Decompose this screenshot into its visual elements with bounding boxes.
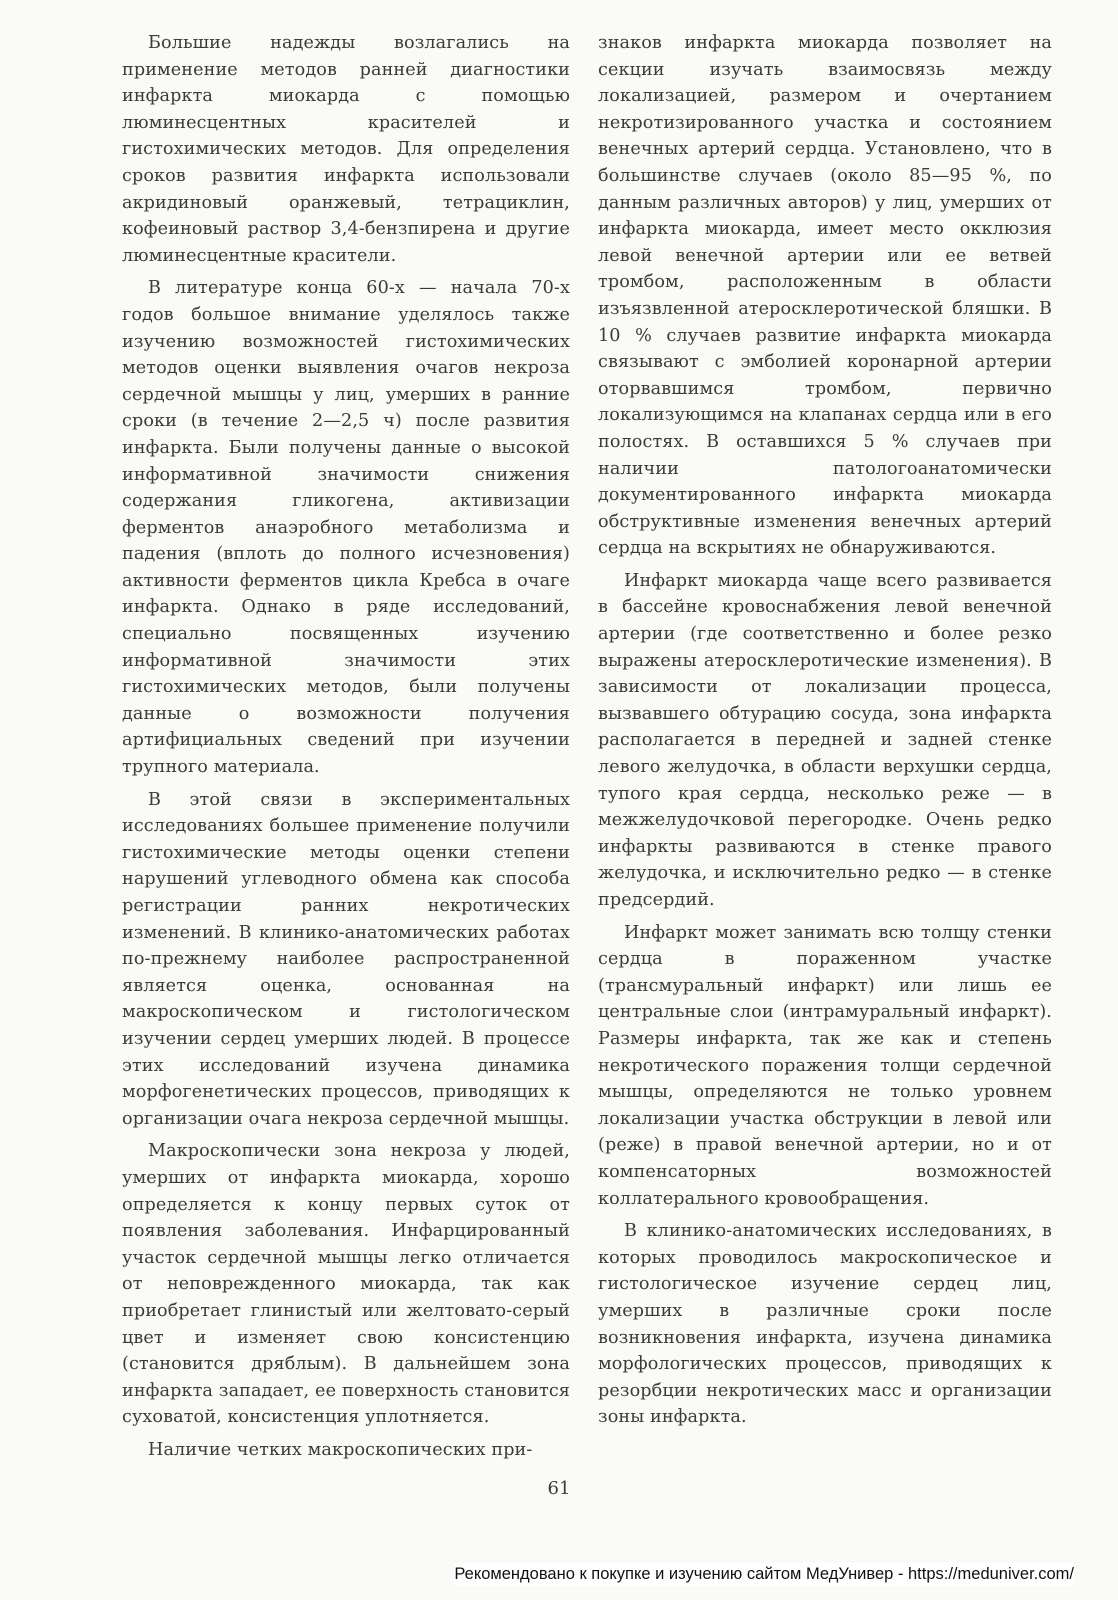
paragraph: Инфаркт миокарда чаще всего развивается в бассейне кровоснабжения левой венечной артерии (где соответственно и более резко выражены атеросклеротические изменения). В зависимости от локализации процесса, вызвавшего обтурацию сосуда, зона инфаркта располагается в передней и задней стенке левого желудочка, в области верхушки сердца, тупого края сердца, несколько реже — в межжелудочковой перегородке. Очень редко инфаркты развиваются в стенке правого желудочка, и исключительно редко — в стенке предсердий. [598,570,1052,910]
page-number: 61 [547,1478,571,1499]
paragraph: Макроскопически зона некроза у людей, умерших от инфаркта миокарда, хорошо определяется к концу первых суток от появления заболевания. Инфарцированный участок сердечной мышцы легко отличается от неповрежденного миокарда, так как приобретает глинистый или желтовато-серый цвет и изменяет свою консистенцию (становится дряблым). В дальнейшем зона инфаркта западает, ее поверхность становится суховатой, консистенция уплотняется. [122,1141,570,1428]
paragraph: В клинико-анатомических исследованиях, в которых проводилось макроскопическое и гистологическое изучение сердец лиц, умерших в различные сроки после возникновения инфаркта, изучена динамика морфологических процессов, приводящих к резорбции некротических масс и организации зоны инфаркта. [598,1221,1052,1428]
footer-recommendation: Рекомендовано к покупке и изучению сайтом МедУнивер - https://meduniver.com/ [454,1563,1074,1586]
paragraph: Инфаркт может занимать всю толщу стенки сердца в пораженном участке (трансмуральный инфаркт) или лишь ее центральные слои (интрамуральный инфаркт). Размеры инфаркта, так же как и степень некротического поражения толщи сердечной мышцы, определяются не только уровнем локализации участка обструкции в левой или (реже) в правой венечной артерии, но и от компенсаторных возможностей коллатерального кровообращения. [598,922,1052,1209]
paragraph: Большие надежды возлагались на применение методов ранней диагностики инфаркта миокарда с помощью люминесцентных красителей и гистохимических методов. Для определения сроков развития инфаркта использовали акридиновый оранжевый, тетрациклин, кофеиновый раствор 3,4-бензпирена и другие люминесцентные красители. [122,33,570,266]
left-text-column [122,30,570,1463]
paragraph: Наличие четких макроскопических при- [148,1439,533,1460]
paragraph: В литературе конца 60-х — начала 70-х годов большое внимание уделялось также изучению возможностей гистохимических методов оценки выявления очагов некроза сердечной мышцы у лиц, умерших в ранние сроки (в течение 2—2,5 ч) после развития инфаркта. Были получены данные о высокой информативной значимости снижения содержания гликогена, активизации ферментов анаэробного метаболизма и падения (вплоть до полного исчезновения) активности ферментов цикла Кребса в очаге инфаркта. Однако в ряде исследований, специально посвященных изучению информативной значимости этих гистохимических методов, были получены данные о возможности получения артифициальных сведений при изучении трупного материала. [122,278,570,778]
paragraph: знаков инфаркта миокарда позволяет на секции изучать взаимосвязь между локализацией, размером и очертанием некротизированного участка и состоянием венечных артерий сердца. Установлено, что в большинстве случаев (около 85—95 %, по данным различных авторов) у лиц, умерших от инфаркта миокарда, имеет место окклюзия левой венечной артерии или ее ветвей тромбом, расположенным в области изъязвленной атеросклеротической бляшки. В 10 % случаев развитие инфаркта миокарда связывают с эмболией коронарной артерии оторвавшимся тромбом, первично локализующимся на клапанах сердца или в его полостях. В оставшихся 5 % случаев при наличии патологоанатомически документированного инфаркта миокарда обструктивные изменения венечных артерий сердца на вскрытиях не обнаруживаются. [598,33,1052,559]
paragraph: В этой связи в экспериментальных исследованиях большее применение получили гистохимические методы оценки степени нарушений углеводного обмена как способа регистрации ранних некротических изменений. В клинико-анатомических работах по-прежнему наиболее распространенной является оценка, основанная на макроскопическом и гистологическом изучении сердец умерших людей. В процессе этих исследований изучена динамика морфогенетических процессов, приводящих к организации очага некроза сердечной мышцы. [122,789,570,1129]
right-text-column [598,30,1052,1431]
